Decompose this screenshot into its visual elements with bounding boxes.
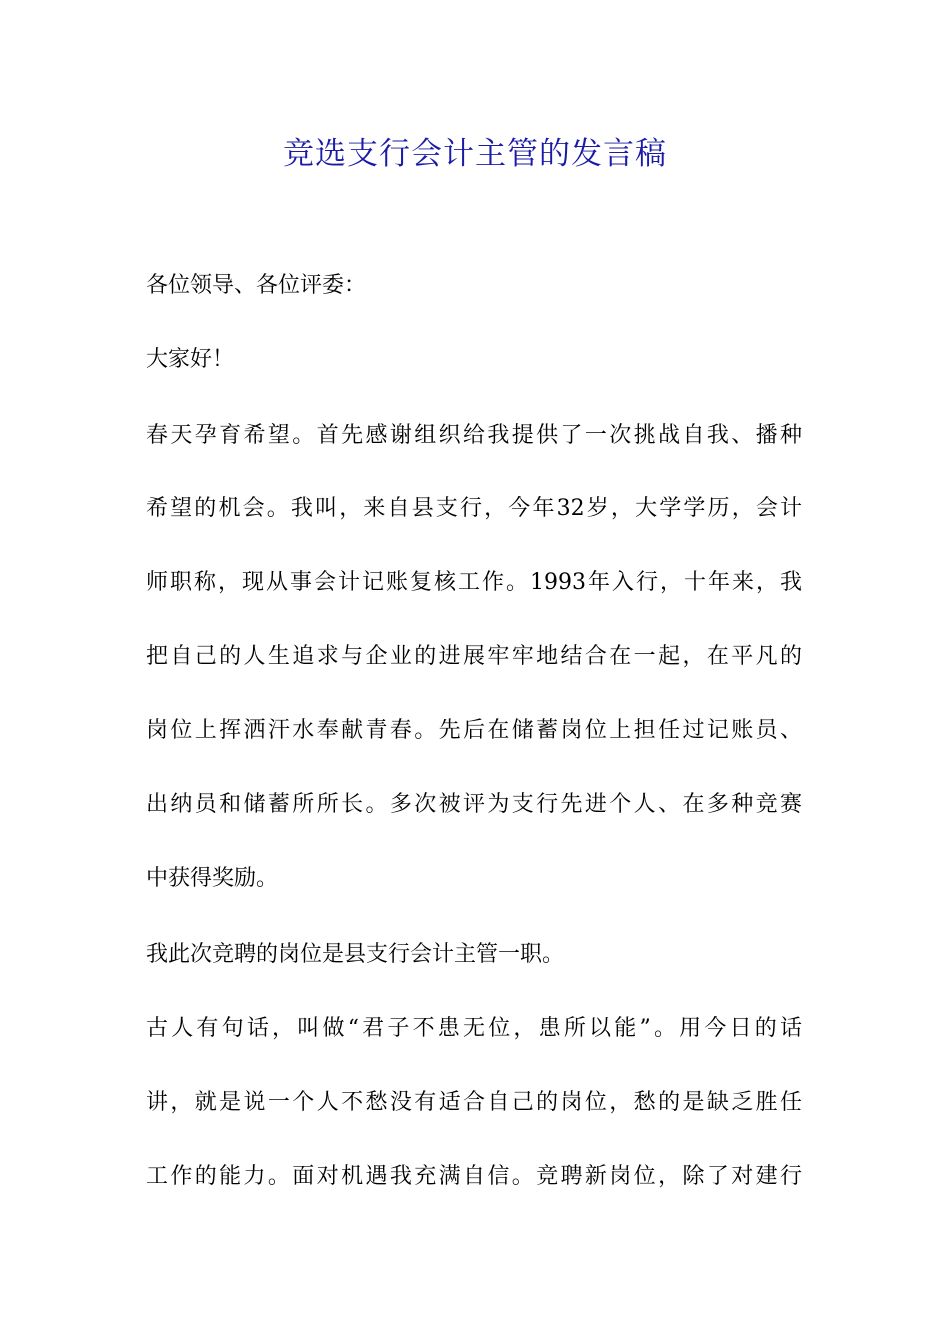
paragraph-line: 古人有句话，叫做“君子不患无位，患所以能”。用今日的话 (146, 1016, 802, 1041)
salutation: 各位领导、各位评委： (146, 273, 367, 298)
greeting: 大家好！ (146, 347, 235, 372)
paragraph-line: 把自己的人生追求与企业的进展牢牢地结合在一起，在平凡的 (146, 644, 802, 669)
document-title: 竞选支行会计主管的发言稿 (283, 136, 667, 172)
paragraph-line: 师职称，现从事会计记账复核工作。1993年入行，十年来，我 (146, 570, 802, 595)
paragraph-line: 岗位上挥洒汗水奉献青春。先后在储蓄岗位上担任过记账员、 (146, 718, 802, 743)
paragraph-line: 希望的机会。我叫，来自县支行，今年32岁，大学学历，会计 (146, 496, 802, 521)
paragraph-line: 我此次竞聘的岗位是县支行会计主管一职。 (146, 942, 565, 967)
paragraph-line: 工作的能力。面对机遇我充满自信。竞聘新岗位，除了对建行 (146, 1164, 802, 1189)
paragraph-line: 中获得奖励。 (146, 866, 279, 891)
paragraph-line: 讲，就是说一个人不愁没有适合自己的岗位，愁的是缺乏胜任 (146, 1090, 802, 1115)
paragraph-line: 出纳员和储蓄所所长。多次被评为支行先进个人、在多种竞赛 (146, 792, 802, 817)
paragraph-line: 春天孕育希望。首先感谢组织给我提供了一次挑战自我、播种 (146, 423, 802, 448)
